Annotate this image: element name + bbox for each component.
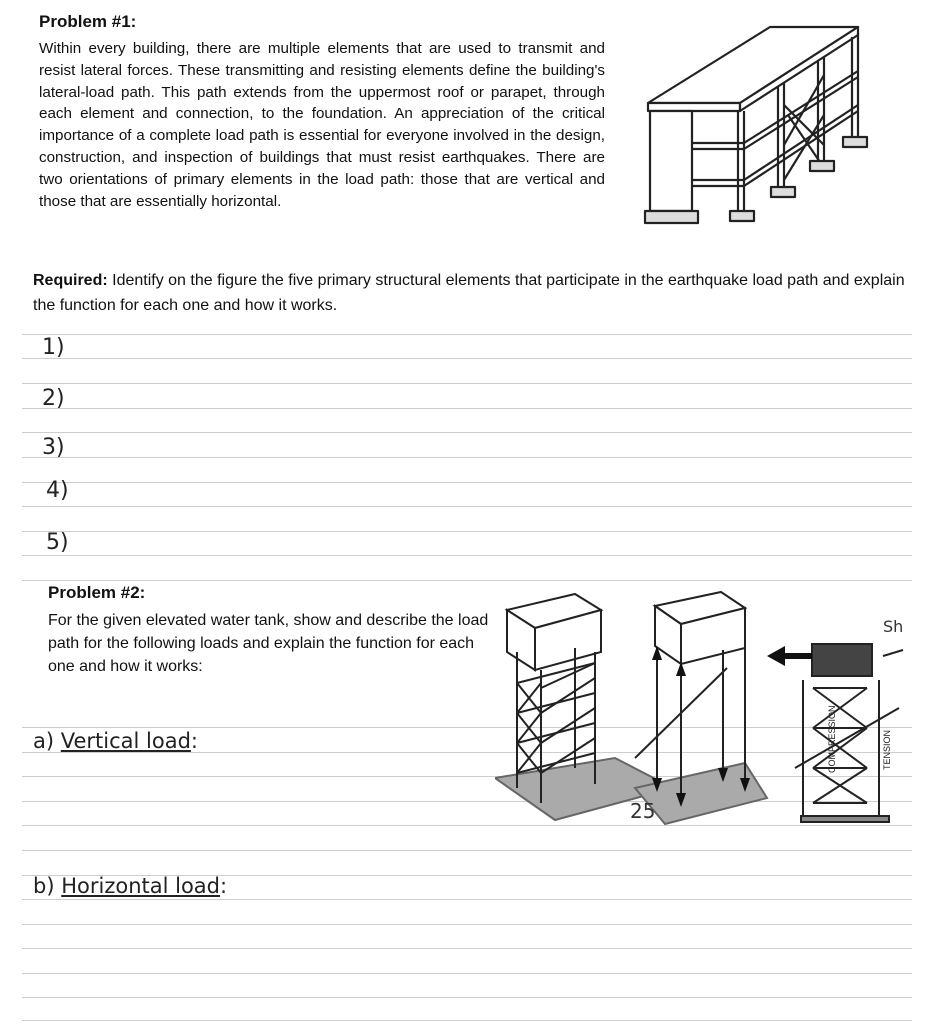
handwritten-sh: Sh bbox=[883, 617, 904, 636]
problem2-body: For the given elevated water tank, show and describe the load path for the following loads and explain the function for each one and how it works: bbox=[48, 612, 489, 675]
answer-2: 2) bbox=[42, 386, 65, 411]
problem2-title: Problem #2: bbox=[48, 583, 146, 602]
problem1-body: Within every building, there are multiple elements that are used to transmit and resist lateral forces. These transmitting and resisting elements define the building's lateral-load path. This path extends from the uppermost roof or parapet, through each element and connection, to the foundation. An appreciation of the critical importance of a complete load path is essential for everyone involved in the design, construction, and inspection of buildings that must resist earthquakes. There are two orientations of primary elements in the load path: those that are vertical and those that are essentially horizontal. bbox=[39, 40, 605, 210]
water-tank-figure bbox=[495, 588, 905, 828]
horizontal-load-prefix: b) bbox=[33, 874, 55, 898]
vertical-load-question bbox=[33, 729, 198, 753]
answer-5: 5) bbox=[46, 530, 69, 555]
horizontal-load-colon: : bbox=[220, 874, 228, 898]
building-frame-figure bbox=[630, 15, 870, 230]
answer-1: 1) bbox=[42, 335, 65, 360]
answer-4: 4) bbox=[46, 478, 69, 503]
vertical-load-label: Vertical load bbox=[60, 729, 191, 753]
answer-3: 3) bbox=[42, 435, 65, 460]
problem1-title: Problem #1: bbox=[39, 12, 137, 31]
horizontal-load-label: Horizontal load bbox=[61, 874, 221, 898]
required-label: Required: bbox=[33, 272, 108, 289]
vertical-load-colon: : bbox=[190, 729, 198, 753]
vertical-load-prefix: a) bbox=[33, 729, 55, 753]
tension-label: TENSION bbox=[882, 729, 892, 770]
required-statement bbox=[33, 268, 923, 318]
compression-label: COMPRESSION bbox=[827, 705, 837, 773]
handwritten-25: 25 bbox=[630, 799, 656, 823]
horizontal-load-question bbox=[33, 874, 227, 898]
required-text: Identify on the figure the five primary structural elements that participate in the earthquake load path and explain the function for each one and how it works. bbox=[33, 272, 905, 314]
